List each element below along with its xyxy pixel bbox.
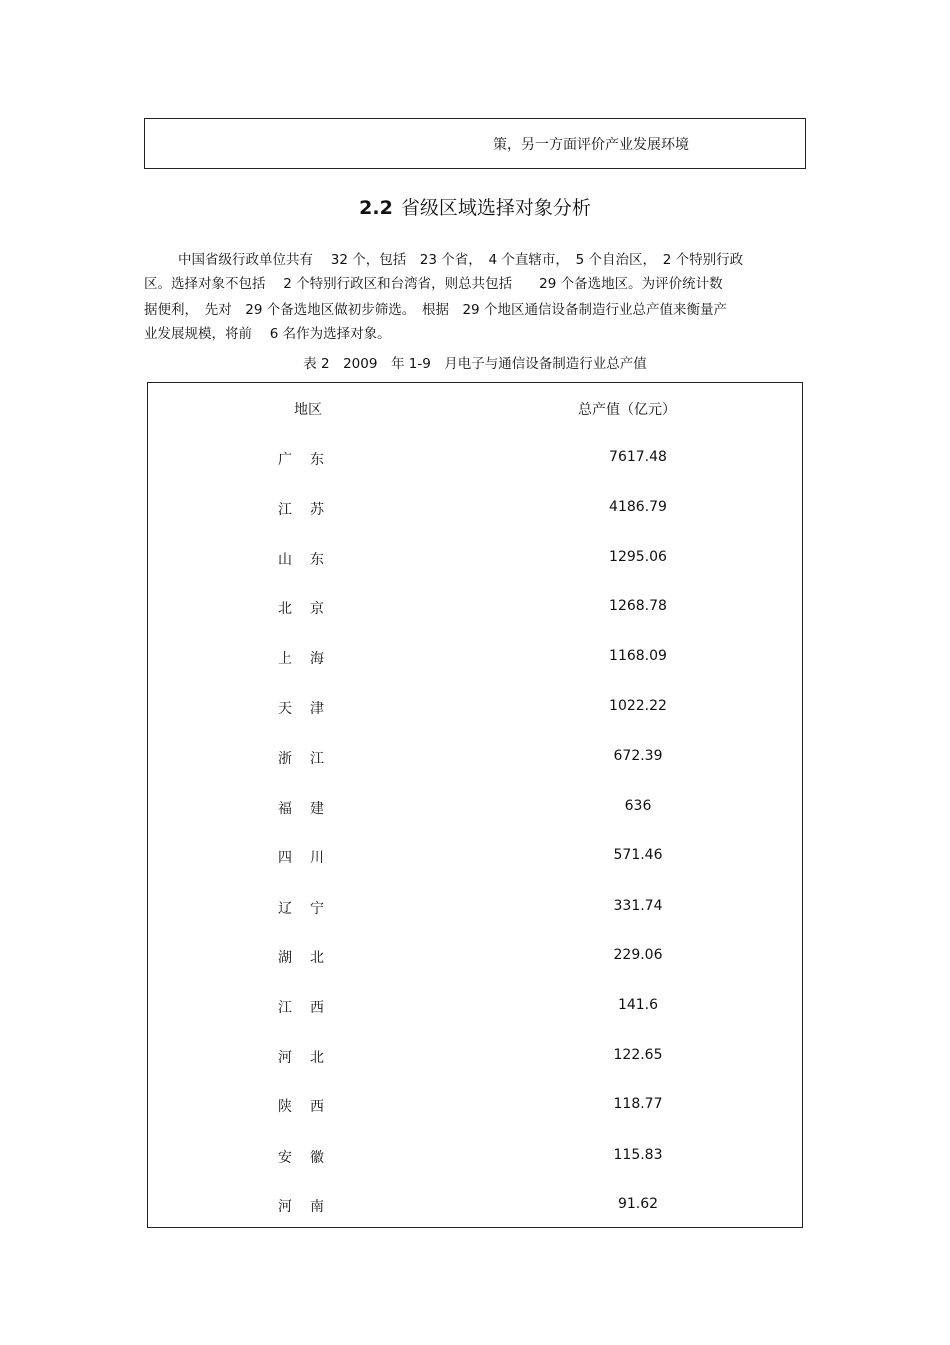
value-cell: 1295.06 <box>609 549 667 565</box>
region-cell: 四川 <box>278 850 342 866</box>
region-cell: 江西 <box>278 1000 342 1016</box>
continuation-table-cell <box>144 118 806 169</box>
paragraph-line-2: 区。选择对象不包括 2 个特别行政区和台湾省，则总共包括 29 个备选地区。为评价统计数 <box>144 276 723 292</box>
table-row <box>148 798 802 820</box>
table-row <box>148 499 802 521</box>
region-cell: 湖北 <box>278 950 342 966</box>
table-row <box>148 748 802 770</box>
region-cell: 安徽 <box>278 1150 342 1166</box>
value-cell: 4186.79 <box>609 499 667 515</box>
table-row <box>148 648 802 670</box>
region-cell: 天津 <box>278 701 342 717</box>
region-cell: 上海 <box>278 651 342 667</box>
region-cell: 北京 <box>278 601 342 617</box>
value-cell: 571.46 <box>613 847 663 863</box>
value-cell: 122.65 <box>613 1047 663 1063</box>
table-row <box>148 1096 802 1118</box>
column-header-value: 总产值（亿元） <box>578 402 676 418</box>
region-cell: 山东 <box>278 552 342 568</box>
paragraph-line-1: 中国省级行政单位共有 32 个，包括 23 个省， 4 个直辖市， 5 个自治区， 2 个特别行政 <box>178 252 744 268</box>
paragraph-line-3: 据便利， 先对 29 个备选地区做初步筛选。 根据 29 个地区通信设备制造行业总产值来衡量产 <box>144 302 727 318</box>
table-row <box>148 449 802 471</box>
value-cell: 229.06 <box>613 947 663 963</box>
production-value-table <box>147 382 803 1228</box>
region-cell: 广东 <box>278 452 342 468</box>
value-cell: 7617.48 <box>609 449 667 465</box>
value-cell: 1022.22 <box>609 698 667 714</box>
section-title-text: 省级区域选择对象分析 <box>400 197 591 219</box>
continuation-text: 策，另一方面评价产业发展环境 <box>493 137 689 153</box>
value-cell: 115.83 <box>613 1147 663 1163</box>
column-header-region: 地区 <box>294 402 322 418</box>
table-row <box>148 598 802 620</box>
value-cell: 141.6 <box>617 997 659 1013</box>
region-cell: 辽宁 <box>278 901 342 917</box>
table-row <box>148 1047 802 1069</box>
value-cell: 331.74 <box>613 898 663 914</box>
table-caption: 表 2 2009 年 1-9 月电子与通信设备制造行业总产值 <box>303 356 647 372</box>
value-cell: 118.77 <box>613 1096 663 1112</box>
paragraph-line-4: 业发展规模，将前 6 名作为选择对象。 <box>144 326 391 342</box>
table-row <box>148 947 802 969</box>
region-cell: 江苏 <box>278 502 342 518</box>
table-row <box>148 898 802 920</box>
section-number: 2.2 <box>359 197 393 219</box>
value-cell: 91.62 <box>617 1196 659 1212</box>
region-cell: 陕西 <box>278 1099 342 1115</box>
table-row <box>148 847 802 869</box>
value-cell: 636 <box>624 798 652 814</box>
region-cell: 河北 <box>278 1050 342 1066</box>
region-cell: 浙江 <box>278 751 342 767</box>
table-row <box>148 698 802 720</box>
section-heading <box>0 193 950 220</box>
region-cell: 福建 <box>278 801 342 817</box>
region-cell: 河南 <box>278 1199 342 1215</box>
value-cell: 1168.09 <box>609 648 667 664</box>
table-row <box>148 549 802 571</box>
value-cell: 1268.78 <box>609 598 667 614</box>
table-row <box>148 1147 802 1169</box>
value-cell: 672.39 <box>613 748 663 764</box>
table-row <box>148 997 802 1019</box>
table-row <box>148 1196 802 1218</box>
